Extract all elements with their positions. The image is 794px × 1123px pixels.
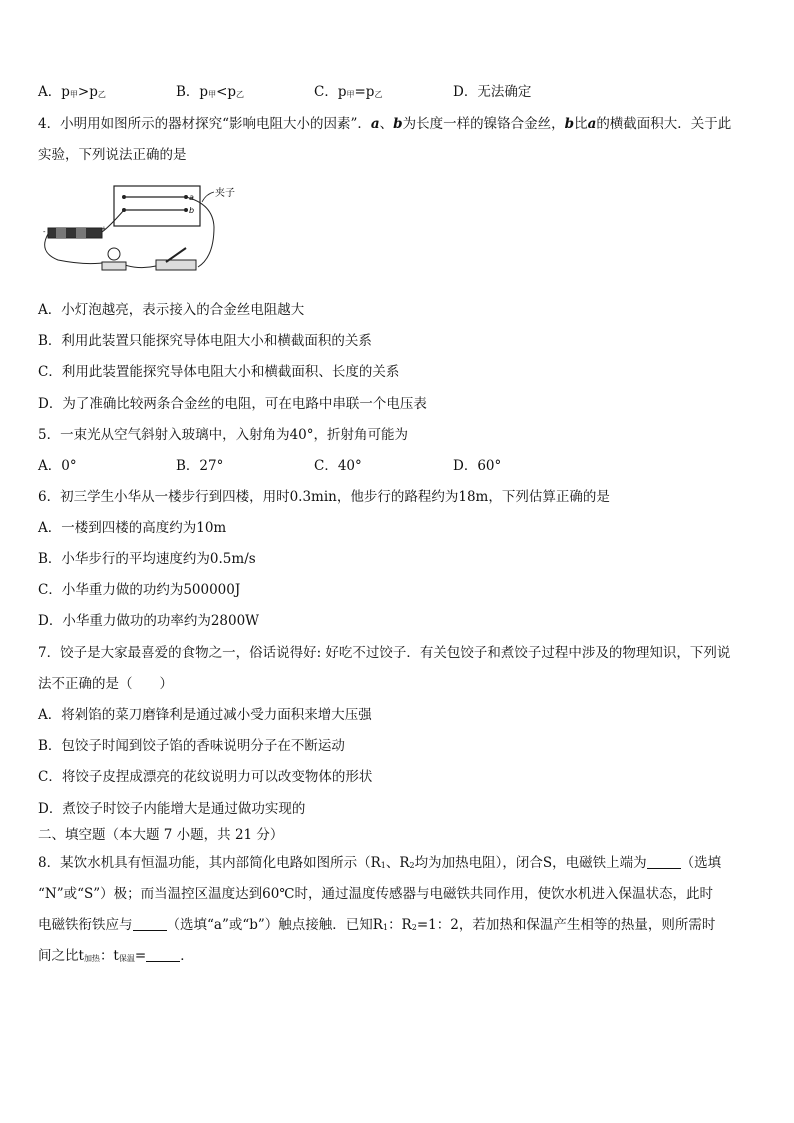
q5-option-d: D．60° [453,458,502,474]
q4-option-a: A．小灯泡越亮，表示接入的合金丝电阻越大 [38,302,305,318]
q6-option-b: B．小华步行的平均速度约为0.5m/s [38,551,256,567]
q7-option-d: D．煮饺子时饺子内能增大是通过做功实现的 [38,801,306,817]
q6-option-d: D．小华重力做功的功率约为2800W [38,613,260,629]
q8-line-3: 电磁铁衔铁应与 （选填“a”或“b”）触点接触．已知R1：R2=1：2，若加热和保温产生相等的热量，则所需时 [38,917,716,933]
q4-option-b: B．利用此装置只能探究导体电阻大小和横截面积的关系 [38,333,372,349]
q5-stem: 5．一束光从空气斜射入玻璃中，入射角为40°，折射角可能为 [38,427,409,443]
q5-option-a: A．0° [38,458,77,474]
q3-option-b: B．p甲<p乙 [176,84,245,100]
q4-stem-line-1: 4．小明用如图所示的器材探究“影响电阻大小的因素”．a、b为长度一样的镍铬合金丝，b比a的横截面积大．关于此 [38,116,732,132]
section-heading-fill-in: 二、填空题（本大题 7 小题，共 21 分） [38,827,284,843]
q4-stem-line-2: 实验，下列说法正确的是 [38,147,187,163]
answer-blank-2[interactable] [133,918,167,931]
q8-line-4: 间之比t加热：t保温= ． [38,948,194,964]
svg-text:-: - [43,228,46,236]
q3-option-a: A．p甲>p乙 [38,84,106,100]
q6-option-a: A．一楼到四楼的高度约为10m [38,520,227,536]
q8-line-1: 8．某饮水机具有恒温功能，其内部简化电路如图所示（R1、R2均为加热电阻），闭合S，电磁铁上端为 （选填 [38,855,722,871]
q5-option-c: C．40° [314,458,362,474]
q6-stem: 6．初三学生小华从一楼步行到四楼，用时0.3min，他步行的路程约为18m，下列估算正确的是 [38,489,610,505]
q4-circuit-figure [38,182,248,282]
clip-label: 夹子 [215,188,235,199]
q7-stem-line-1: 7．饺子是大家最喜爱的食物之一，俗话说得好: 好吃不过饺子．有关包饺子和煮饺子过程中涉及的物理知识，下列说 [38,645,731,661]
q3-option-d: D．无法确定 [453,84,532,100]
answer-blank-3[interactable] [146,949,180,962]
answer-blank-1[interactable] [647,856,681,869]
q4-option-c: C．利用此装置能探究导体电阻大小和横截面积、长度的关系 [38,364,400,380]
q7-stem-line-2: 法不正确的是（ ） [38,676,173,692]
circuit-diagram [38,182,248,282]
q7-option-c: C．将饺子皮捏成漂亮的花纹说明力可以改变物体的形状 [38,769,373,785]
q3-option-c: C．p甲=p乙 [314,84,383,100]
q5-option-b: B．27° [176,458,224,474]
q7-option-b: B．包饺子时闻到饺子馅的香味说明分子在不断运动 [38,738,345,754]
q8-line-2: “N”或“S”）极；而当温控区温度达到60℃时，通过温度传感器与电磁铁共同作用，使饮水机进入保温状态，此时 [38,886,713,902]
svg-text:+: + [101,225,107,233]
wire-b-label: b [189,206,195,215]
wire-a-label: a [189,193,194,202]
q6-option-c: C．小华重力做的功约为500000J [38,582,241,598]
q4-option-d: D．为了准确比较两条合金丝的电阻，可在电路中串联一个电压表 [38,396,427,412]
q7-option-a: A．将剁馅的菜刀磨锋利是通过减小受力面积来增大压强 [38,707,372,723]
